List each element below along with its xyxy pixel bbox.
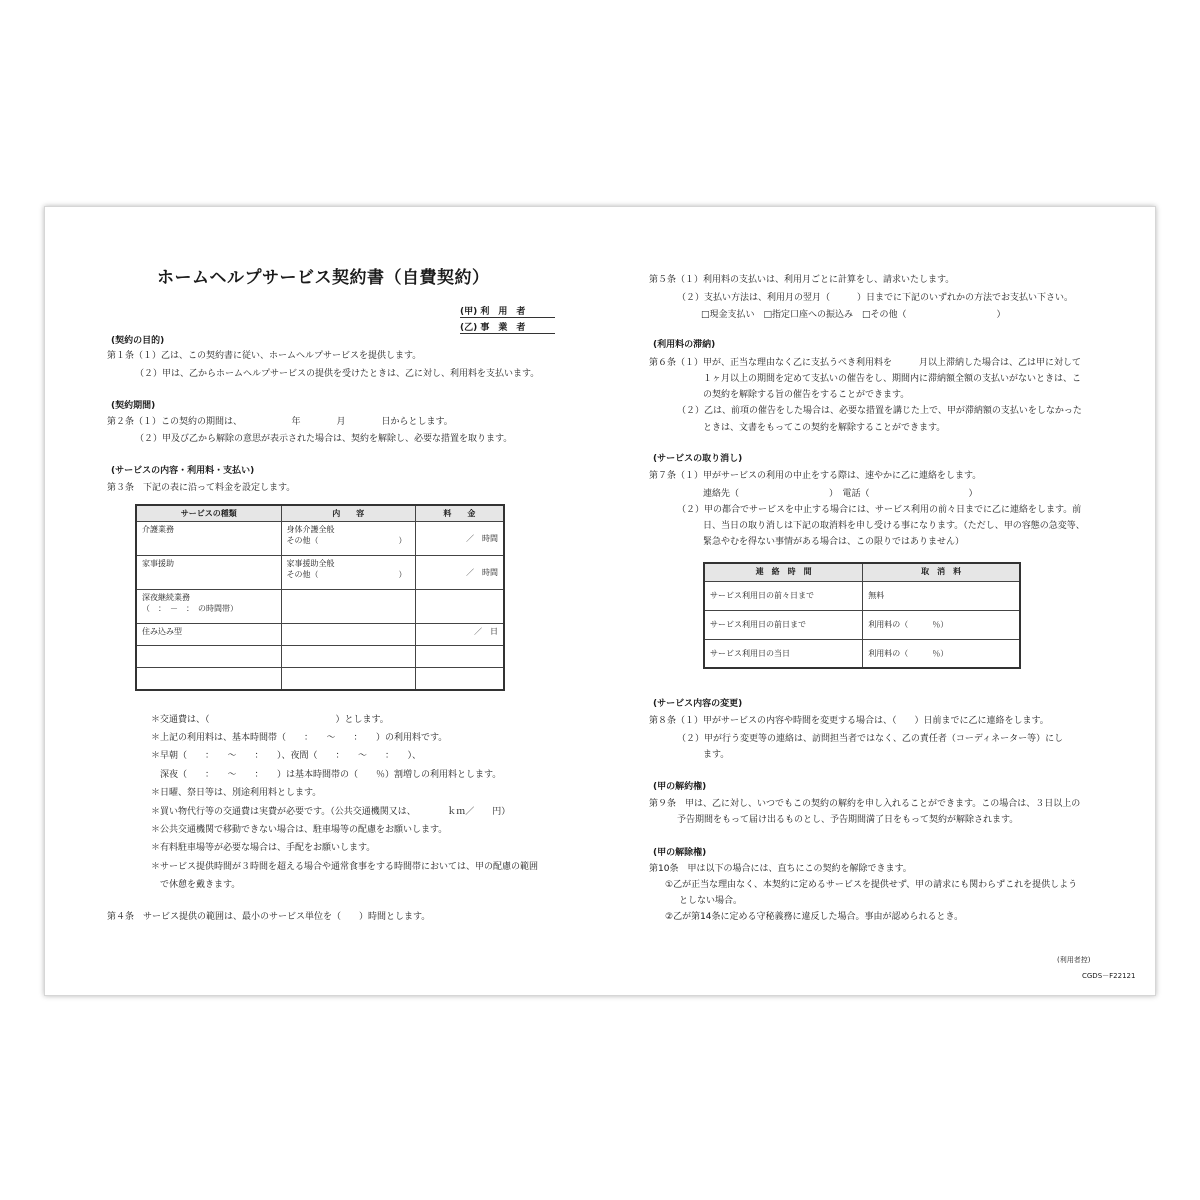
table-cell: 利用料の（ ％）: [863, 639, 1020, 668]
article-text: １ヶ月以上の期間を定めて支払いの催告をし、期間内に滞納額全額の支払いがないときは、こ: [703, 374, 1082, 384]
table-row: [136, 668, 504, 690]
section-heading: (サービス内容の変更): [653, 699, 743, 709]
article-text: 第５条（１）利用料の支払いは、利用月ごとに計算をし、請求いたします。: [649, 275, 955, 285]
table-cell: 利用料の（ ％）: [863, 610, 1020, 639]
article-text: 第４条 サービス提供の範囲は、最小のサービス単位を（ ）時間とします。: [107, 912, 431, 922]
article-text: 第10条 甲は以下の場合には、直ちにこの契約を解除できます。: [649, 864, 912, 874]
article-text: の契約を解除する旨の催告をすることができます。: [703, 390, 910, 400]
contract-sheet: [44, 206, 1156, 996]
table-cell: [415, 668, 504, 690]
table-cell: ／ 日: [415, 624, 504, 646]
article-text: （２）支払い方法は、利用月の翌月（ ）日までに下記のいずれかの方法でお支払い下さい。: [677, 293, 1074, 303]
article-text: 第２条（１）この契約の期間は、 年 月 日からとします。: [107, 417, 453, 427]
table-cell: 深夜継続業務 （ ： － ： の時間帯）: [136, 590, 281, 624]
table-header: サービスの種類: [136, 505, 281, 522]
note-line: ＊公共交通機関で移動できない場合は、駐車場等の配慮をお願いします。: [151, 825, 448, 835]
article-text: 第６条（１）甲が、正当な理由なく乙に支払うべき利用料を 月以上滞納した場合は、乙は甲に対して: [649, 358, 1082, 368]
table-row: [136, 590, 504, 624]
article-text: （２）甲が行う変更等の連絡は、訪問担当者ではなく、乙の責任者（コーディネーター等）にし: [677, 734, 1064, 744]
table-cell: [136, 668, 281, 690]
cancel-fee-table: [703, 562, 1021, 669]
party-user-line: (甲) 利 用 者: [460, 304, 555, 318]
note-line: ＊日曜、祭日等は、別途利用料とします。: [151, 788, 322, 798]
article-text: 予告期間をもって届け出るものとし、予告期間満了日をもって契約が解除されます。: [677, 815, 1019, 825]
article-text: ②乙が第14条に定める守秘義務に違反した場合。事由が認められるとき。: [665, 912, 964, 922]
note-line: ＊サービス提供時間が３時間を超える場合や通常食事をする時間帯においては、甲の配慮の範囲: [151, 862, 539, 872]
table-cell: ／ 時間: [415, 556, 504, 590]
table-cell: [281, 668, 415, 690]
note-line: ＊上記の利用料は、基本時間帯（ ： ～ ： ）の利用料です。: [151, 733, 448, 743]
table-row: [704, 639, 1020, 668]
page-title: ホームヘルプサービス契約書（自費契約）: [157, 268, 490, 288]
article-text: 第３条 下記の表に沿って料金を設定します。: [107, 483, 296, 493]
section-heading: (サービスの内容・利用料・支払い): [111, 466, 255, 476]
article-text: 第１条（１）乙は、この契約書に従い、ホームヘルプサービスを提供します。: [107, 351, 422, 361]
table-cell: [136, 646, 281, 668]
table-cell: ／ 時間: [415, 522, 504, 556]
table-cell: [281, 624, 415, 646]
table-header: 連 絡 時 間: [704, 563, 863, 581]
table-cell: 介護業務: [136, 522, 281, 556]
table-cell: 家事援助: [136, 556, 281, 590]
article-text: （２）甲は、乙からホームヘルプサービスの提供を受けたときは、乙に対し、利用料を支払います。: [135, 369, 540, 379]
table-row: [136, 556, 504, 590]
footer-label: (利用者控): [1057, 956, 1091, 964]
section-heading: (甲の解約権): [653, 782, 707, 792]
article-text: ①乙が正当な理由なく、本契約に定めるサービスを提供せず、甲の請求にも関わらずこれを提供しよう: [665, 880, 1078, 890]
table-row: [136, 624, 504, 646]
table-header: 料 金: [415, 505, 504, 522]
article-text: ます。: [703, 750, 730, 760]
article-text: （２）乙は、前項の催告をした場合は、必要な措置を講じた上で、甲が滞納額の支払いをしなかった: [677, 406, 1082, 416]
note-line: ＊交通費は、（ ）とします。: [151, 715, 389, 725]
table-cell: 身体介護全般 その他（ ）: [281, 522, 415, 556]
article-text: （２）甲の都合でサービスを中止する場合には、サービス利用の前々日までに乙に連絡をします。前: [677, 505, 1082, 515]
article-text: 緊急やむを得ない事情がある場合は、この限りではありません）: [703, 537, 965, 547]
article-text: （２）甲及び乙から解除の意思が表示された場合は、契約を解除し、必要な措置を取ります。: [135, 434, 513, 444]
article-text: 第７条（１）甲がサービスの利用の中止をする際は、速やかに乙に連絡をします。: [649, 471, 982, 481]
table-cell: [281, 590, 415, 624]
note-line: で休憩を戴きます。: [151, 880, 241, 890]
party-provider-line: (乙) 事 業 者: [460, 320, 555, 334]
article-text: 第８条（１）甲がサービスの内容や時間を変更する場合は、（ ）日前までに乙に連絡をします。: [649, 716, 1049, 726]
table-row: [704, 610, 1020, 639]
table-cell: 住み込み型: [136, 624, 281, 646]
section-heading: (契約の目的): [111, 336, 165, 346]
note-line: ＊買い物代行等の交通費は実費が必要です。（公共交通機関又は、 ｋｍ／ 円）: [151, 807, 511, 817]
fee-table: [135, 504, 505, 691]
section-heading: (利用料の滞納): [653, 340, 716, 350]
table-cell: サービス利用日の前日まで: [704, 610, 863, 639]
table-cell: 家事援助全般 その他（ ）: [281, 556, 415, 590]
table-cell: サービス利用日の前々日まで: [704, 581, 863, 610]
table-header: 取 消 料: [863, 563, 1020, 581]
article-text: 第９条 甲は、乙に対し、いつでもこの契約の解約を申し入れることができます。この場合は、３日以上の: [649, 799, 1081, 809]
table-row: [136, 646, 504, 668]
article-text: 日、当日の取り消しは下記の取消料を申し受ける事になります。（ただし、甲の容態の急変等、: [703, 521, 1085, 531]
table-cell: [415, 590, 504, 624]
note-line: ＊有料駐車場等が必要な場合は、手配をお願いします。: [151, 843, 376, 853]
article-text: としない場合。: [679, 896, 743, 906]
section-heading: (甲の解除権): [653, 848, 707, 858]
table-row: [136, 522, 504, 556]
note-line: ＊早朝（ ： ～ ： ）、夜間（ ： ～ ： ）、: [151, 751, 422, 761]
table-cell: [281, 646, 415, 668]
table-cell: サービス利用日の当日: [704, 639, 863, 668]
table-row: [704, 581, 1020, 610]
note-line: 深夜（ ： ～ ： ）は基本時間帯の（ ％）割増しの利用料とします。: [151, 770, 502, 780]
table-header: 内 容: [281, 505, 415, 522]
section-heading: (サービスの取り消し): [653, 454, 743, 464]
contact-line: 連絡先（ ） 電話（ ）: [703, 489, 978, 499]
table-cell: 無料: [863, 581, 1020, 610]
article-text: ときは、文書をもってこの契約を解除することができます。: [703, 423, 946, 433]
footer-code: CGDS－F22121: [1082, 972, 1136, 980]
table-cell: [415, 646, 504, 668]
payment-options: □現金支払い □指定口座への振込み □その他（ ）: [701, 310, 1006, 320]
section-heading: (契約期間): [111, 401, 156, 411]
